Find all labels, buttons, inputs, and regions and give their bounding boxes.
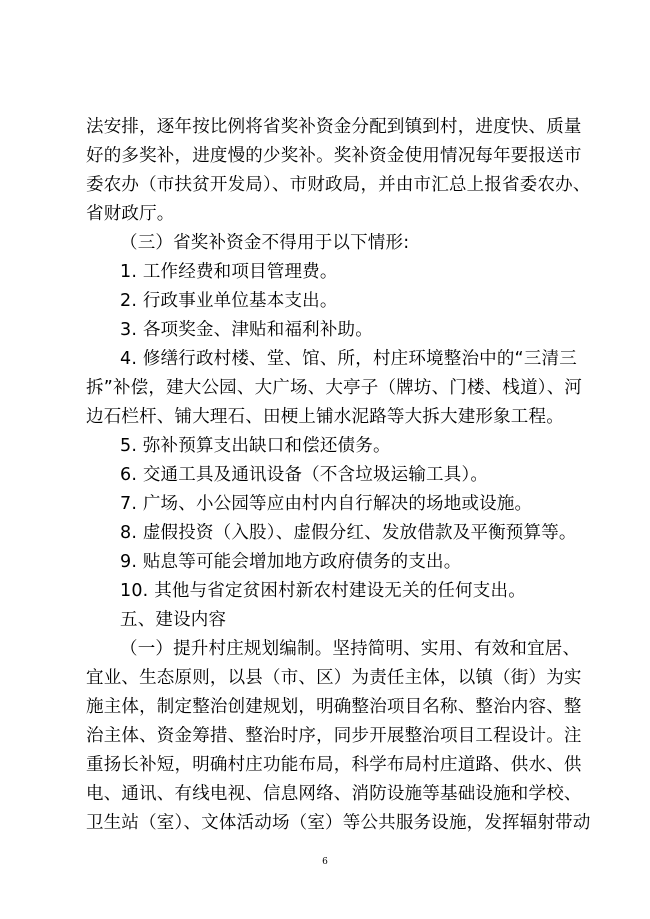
list-item: 8. 虚假投资（入股）、虚假分红、发放借款及平衡预算等。 — [120, 523, 577, 543]
list-item: 1. 工作经费和项目管理费。 — [120, 262, 338, 282]
body-text-line: 好的多奖补，进度慢的少奖补。奖补资金使用情况每年要报送市 — [86, 146, 582, 166]
body-text-line: 边石栏杆、铺大理石、田梗上铺水泥路等大拆大建形象工程。 — [86, 407, 564, 427]
section-heading: 五、建设内容 — [120, 610, 227, 630]
body-text-line: 施主体，制定整治创建规划，明确整治项目名称、整治内容、整 — [86, 697, 582, 717]
list-item: 6. 交通工具及通讯设备（不含垃圾运输工具）。 — [120, 465, 489, 485]
list-item: 10. 其他与省定贫困村新农村建设无关的任何支出。 — [120, 581, 526, 601]
body-text-line: 省财政厅。 — [86, 204, 175, 224]
page-number: 6 — [322, 857, 328, 867]
list-item: 7. 广场、小公园等应由村内自行解决的场地或设施。 — [120, 494, 533, 514]
body-text-line: 宜业、生态原则，以县（市、区）为责任主体，以镇（街）为实 — [86, 668, 582, 688]
list-item: 9. 贴息等可能会增加地方政府债务的支出。 — [120, 552, 462, 572]
body-text-line: （一）提升村庄规划编制。坚持简明、实用、有效和宜居、 — [120, 639, 581, 659]
list-item: 5. 弥补预算支出缺口和偿还债务。 — [120, 436, 391, 456]
body-text-line: 重扬长补短，明确村庄功能布局，科学布局村庄道路、供水、供 — [86, 755, 582, 775]
body-text-line: 卫生站（室）、文体活动场（室）等公共服务设施，发挥辐射带动 — [86, 813, 591, 833]
list-item: 3. 各项奖金、津贴和福利补助。 — [120, 320, 373, 340]
body-text-line: 拆”补偿，建大公园、大广场、大亭子（牌坊、门楼、栈道）、河 — [86, 378, 583, 398]
body-text-line: 电、通讯、有线电视、信息网络、消防设施等基础设施和学校、 — [86, 784, 582, 804]
body-text-line: 治主体、资金筹措、整治时序，同步开展整治项目工程设计。注 — [86, 726, 582, 746]
body-text-line: 委农办（市扶贫开发局）、市财政局，并由市汇总上报省委农办、 — [86, 175, 591, 195]
body-text-line: 法安排，逐年按比例将省奖补资金分配到镇到村，进度快、质量 — [86, 117, 582, 137]
list-item: 2. 行政事业单位基本支出。 — [120, 291, 338, 311]
list-item: 4. 修缮行政村楼、堂、馆、所，村庄环境整治中的“三清三 — [120, 349, 577, 369]
section-heading: （三）省奖补资金不得用于以下情形: — [120, 233, 410, 253]
